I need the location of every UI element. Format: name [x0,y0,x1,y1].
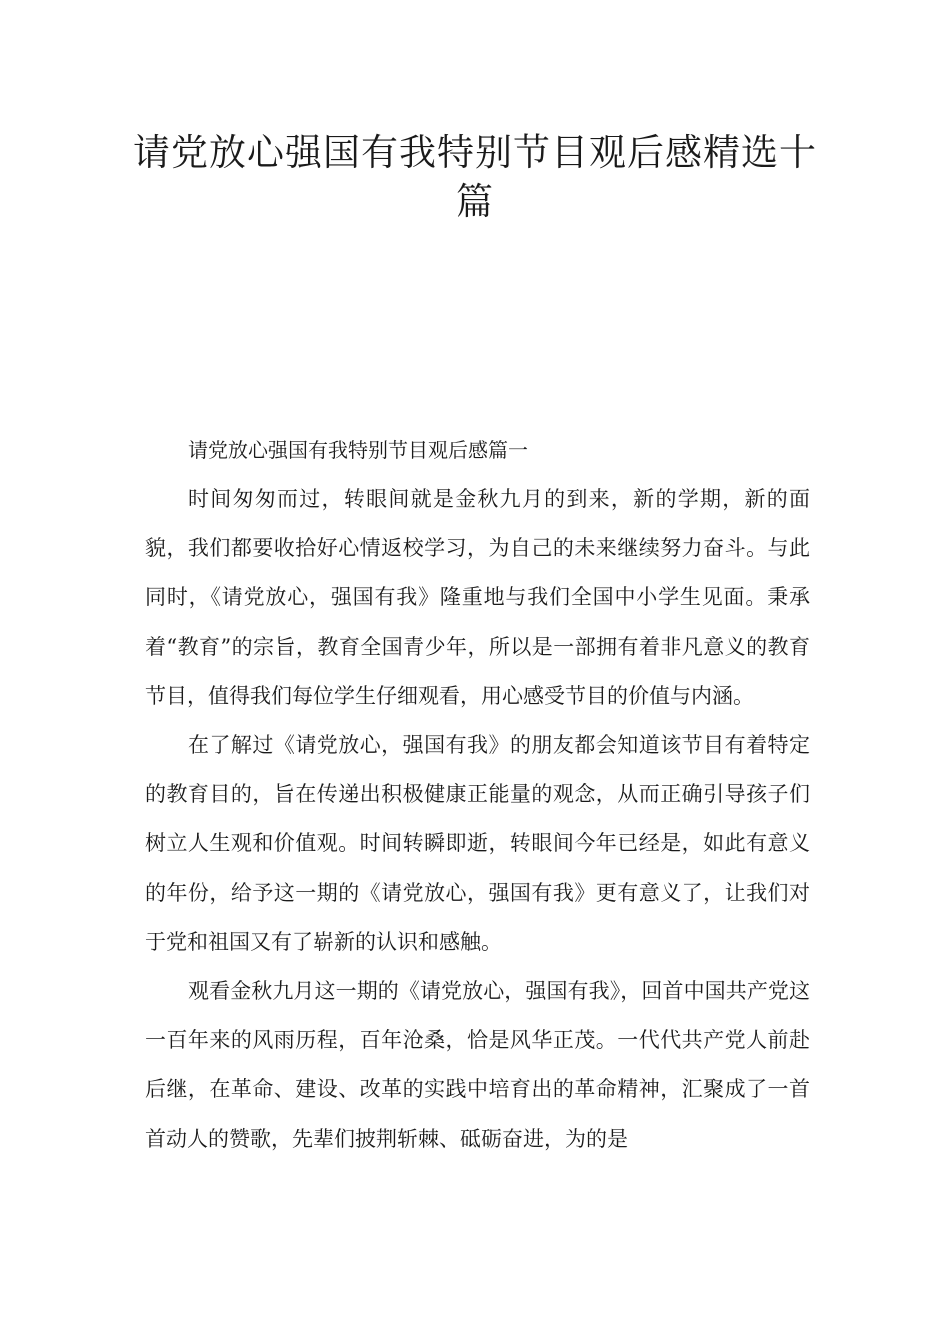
paragraph-1: 时间匆匆而过，转眼间就是金秋九月的到来，新的学期，新的面貌，我们都要收拾好心情返校学习，为自己的未来继续努力奋斗。与此同时，《请党放心，强国有我》隆重地与我们全国中小学生见面。秉承着“教育”的宗旨，教育全国青少年，所以是一部拥有着非凡意义的教育节目，值得我们每位学生仔细观看，用心感受节目的价值与内涵。 [145,487,810,708]
paragraph-2: 在了解过《请党放心，强国有我》的朋友都会知道该节目有着特定的教育目的，旨在传递出积极健康正能量的观念，从而正确引导孩子们树立人生观和价值观。时间转瞬即逝，转眼间今年已经是，如此有意义的年份，给予这一期的《请党放心，强国有我》更有意义了，让我们对于党和祖国又有了崭新的认识和感触。 [145,733,810,954]
document-title: 请党放心强国有我特别节目观后感精选十篇 [133,131,817,223]
document-body [145,425,810,1164]
section-heading: 请党放心强国有我特别节目观后感篇一 [188,438,528,462]
paragraph-3: 观看金秋九月这一期的《请党放心，强国有我》，回首中国共产党这一百年来的风雨历程，百年沧桑，恰是风华正茂。一代代共产党人前赴后继，在革命、建设、改革的实践中培育出的革命精神，汇聚成了一首首动人的赞歌，先辈们披荆斩棘、砥砺奋进，为的是 [145,979,810,1151]
